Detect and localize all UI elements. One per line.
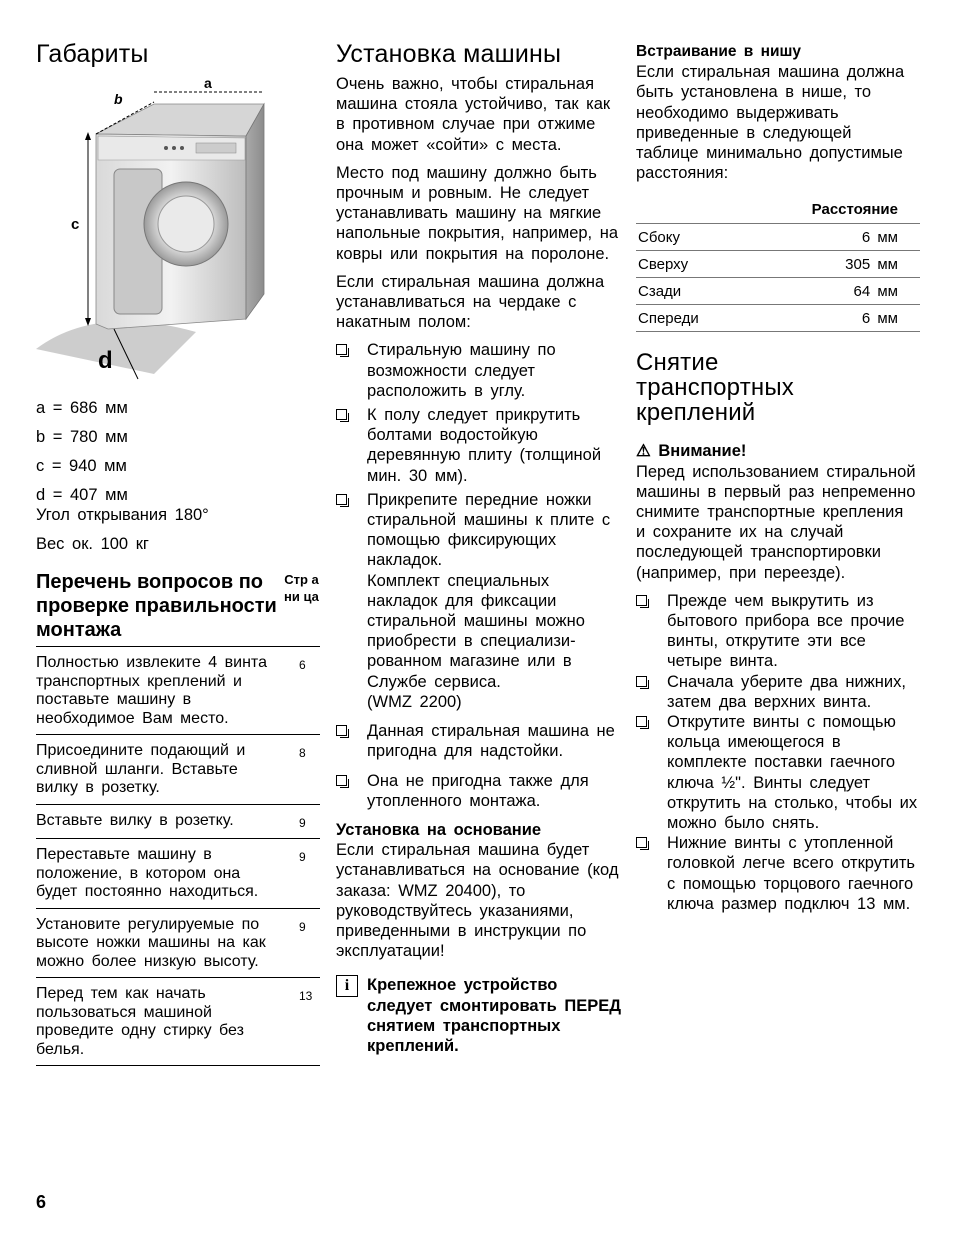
distance-value: 64 мм (766, 278, 920, 305)
list-item (636, 712, 920, 833)
distance-label: Сзади (636, 278, 766, 305)
table-row (36, 908, 320, 978)
transport-bullet-3: Открутите винты с помощью кольца имеющегося в комплекте поставки гаечного ключа ½". Винты следует открутить на столько, чтобы их можно было снять. (667, 713, 918, 833)
weight: Вес ок. 100 кг (36, 535, 149, 553)
checklist-item-text: Полностью извлеките 4 винта транспортных креплений и поставьте машину в необходимое Вам место. (36, 647, 283, 735)
distance-value: 6 мм (766, 305, 920, 332)
dimensions-heading: Габариты (36, 40, 149, 68)
installation-para-3: Если стиральная машина должна устанавливаться на чердаке с накатным полом: (336, 272, 605, 332)
list-item (336, 340, 621, 401)
checkbox-bullet-icon (636, 595, 647, 606)
checklist-item-page: 9 (283, 804, 320, 839)
checklist-item-text: Присоедините подающий и сливной шланги. Вставьте вилку в розетку. (36, 735, 283, 805)
transport-bullet-4: Нижние винты с утопленной головкой легче всего открутить с помощью торцового гаечного ключа размер подключ 13 мм. (667, 834, 915, 913)
warning-icon: ⚠ (636, 442, 651, 461)
dimension-c: c = 940 мм (36, 457, 127, 475)
installation-bullet-3-code: (WMZ 2200) (367, 692, 462, 711)
dim-label-d: d (98, 347, 113, 374)
dimension-list (36, 398, 320, 554)
installation-bullet-2: К полу следует прикрутить болтами водостойкую деревянную плиту (толщиной мин. 30 мм). (367, 406, 602, 485)
info-note (336, 975, 621, 1056)
list-item (336, 721, 621, 761)
checklist-title: Перечень вопросов по проверке правильности монтажа (36, 571, 277, 641)
warning-label: Внимание! (658, 442, 747, 461)
table-row (636, 251, 920, 278)
transport-bullet-1: Прежде чем выкрутить из бытового прибора все прочие винты, открутите эти все четыре винта. (667, 591, 905, 671)
distance-label: Сбоку (636, 224, 766, 251)
base-text: Если стиральная машина будет устанавливаться на основание (код заказа: WMZ 20400), то руководствуйтесь указаниями, приведенными в инструкции по эксплуатации! (336, 841, 619, 961)
distance-label: Спереди (636, 305, 766, 332)
dim-label-a: a (204, 75, 212, 91)
distance-header-row (636, 195, 920, 224)
checklist-item-page: 9 (283, 908, 320, 978)
door-angle: Угол открывания 180° (36, 506, 209, 524)
checkbox-bullet-icon (636, 837, 647, 848)
table-row (36, 735, 320, 805)
checklist-item-page: 6 (283, 647, 320, 735)
warning-label-line (636, 441, 920, 461)
checklist-table (36, 568, 320, 1066)
installation-heading: Установка машины (336, 40, 562, 68)
dimension-a: a = 686 мм (36, 399, 128, 417)
distance-label: Сверху (636, 251, 766, 278)
checkbox-bullet-icon (636, 676, 647, 687)
page-number: 6 (36, 1192, 47, 1212)
list-item (336, 405, 621, 486)
list-item (636, 672, 920, 712)
checklist-page-header: Стр ани ца (284, 572, 319, 604)
niche-text: Если стиральная машина должна быть установлена в нише, то необходимо выдерживать приведенные в следующей таблице минимально допустимые расстояния: (636, 63, 905, 183)
checkbox-bullet-icon (336, 344, 347, 355)
dimension-b: b = 780 мм (36, 428, 128, 446)
niche-title: Встраивание в нишу (636, 43, 802, 60)
list-item (636, 833, 920, 914)
checkbox-bullet-icon (336, 775, 347, 786)
checkbox-bullet-icon (636, 716, 647, 727)
transport-bullet-2: Сначала уберите два нижних, затем два верхних винта. (667, 672, 906, 711)
washer-dimensions-figure (36, 74, 306, 384)
base-title: Установка на основание (336, 820, 542, 839)
dimension-d: d = 407 мм (36, 486, 128, 504)
checklist-item-page: 8 (283, 735, 320, 805)
dim-label-c: c (71, 216, 80, 233)
transport-heading: Снятие транспортных креплений (636, 349, 795, 427)
installation-bullet-1: Стиральную машину по возможности следует расположить в углу. (367, 341, 556, 400)
table-row (636, 278, 920, 305)
distance-table (636, 195, 920, 332)
checklist-item-text: Вставьте вилку в розетку. (36, 804, 283, 839)
installation-bullet-3: Прикрепите передние ножки стиральной машины к плите с помощью фиксирующих накладок. (367, 490, 611, 570)
installation-para-1: Очень важно, чтобы стиральная машина стояла устойчиво, так как в противном случае при отжиме она может «сойти» с места. (336, 75, 611, 154)
list-item (336, 771, 621, 811)
list-item (636, 591, 920, 672)
checklist-item-page: 13 (283, 978, 320, 1066)
installation-bullet-3-extra: Комплект специальных накладок для фиксации стиральной машины можно приобрести в специализи- рованном магазине или в Службе сервиса. (367, 571, 585, 691)
installation-para-2: Место под машину должно быть прочным и ровным. Не следует устанавливать машину на мягкие напольные покрытия, например, на ковры или покрытия на поролоне. (336, 163, 619, 263)
table-row (36, 804, 320, 839)
distance-header: Расстояние (811, 200, 898, 218)
checklist-item-text: Перед тем как начать пользоваться машиной проведите одну стирку без белья. (36, 978, 283, 1066)
checkbox-bullet-icon (336, 409, 347, 420)
table-row (636, 224, 920, 251)
installation-bullet-4: Данная стиральная машина не пригодна для надстойки. (367, 722, 615, 761)
info-note-text: Крепежное устройство следует смонтировать ПЕРЕД снятием транспортных креплений. (367, 976, 622, 1055)
checklist-item-page: 9 (283, 839, 320, 909)
table-row (636, 305, 920, 332)
checkbox-bullet-icon (336, 725, 347, 736)
info-icon: i (336, 975, 358, 997)
table-row (36, 647, 320, 735)
list-item (336, 490, 621, 712)
checkbox-bullet-icon (336, 494, 347, 505)
installation-bullet-5: Она не пригодна также для утопленного монтажа. (367, 771, 589, 810)
checklist-item-text: Установите регулируемые по высоте ножки машины на как можно более низкую высоту. (36, 908, 283, 978)
table-row (36, 839, 320, 909)
distance-value: 305 мм (766, 251, 920, 278)
warning-text: Перед использованием стиральной машины в первый раз непременно снимите транспортные крепления и сохраните их на случай последующей транспортировки (например, при переезде). (636, 462, 916, 582)
checklist-item-text: Переставьте машину в положение, в котором она будет постоянно находиться. (36, 839, 283, 909)
dim-label-b: b (114, 91, 123, 107)
checklist-header (36, 568, 320, 647)
table-row (36, 978, 320, 1066)
distance-value: 6 мм (766, 224, 920, 251)
